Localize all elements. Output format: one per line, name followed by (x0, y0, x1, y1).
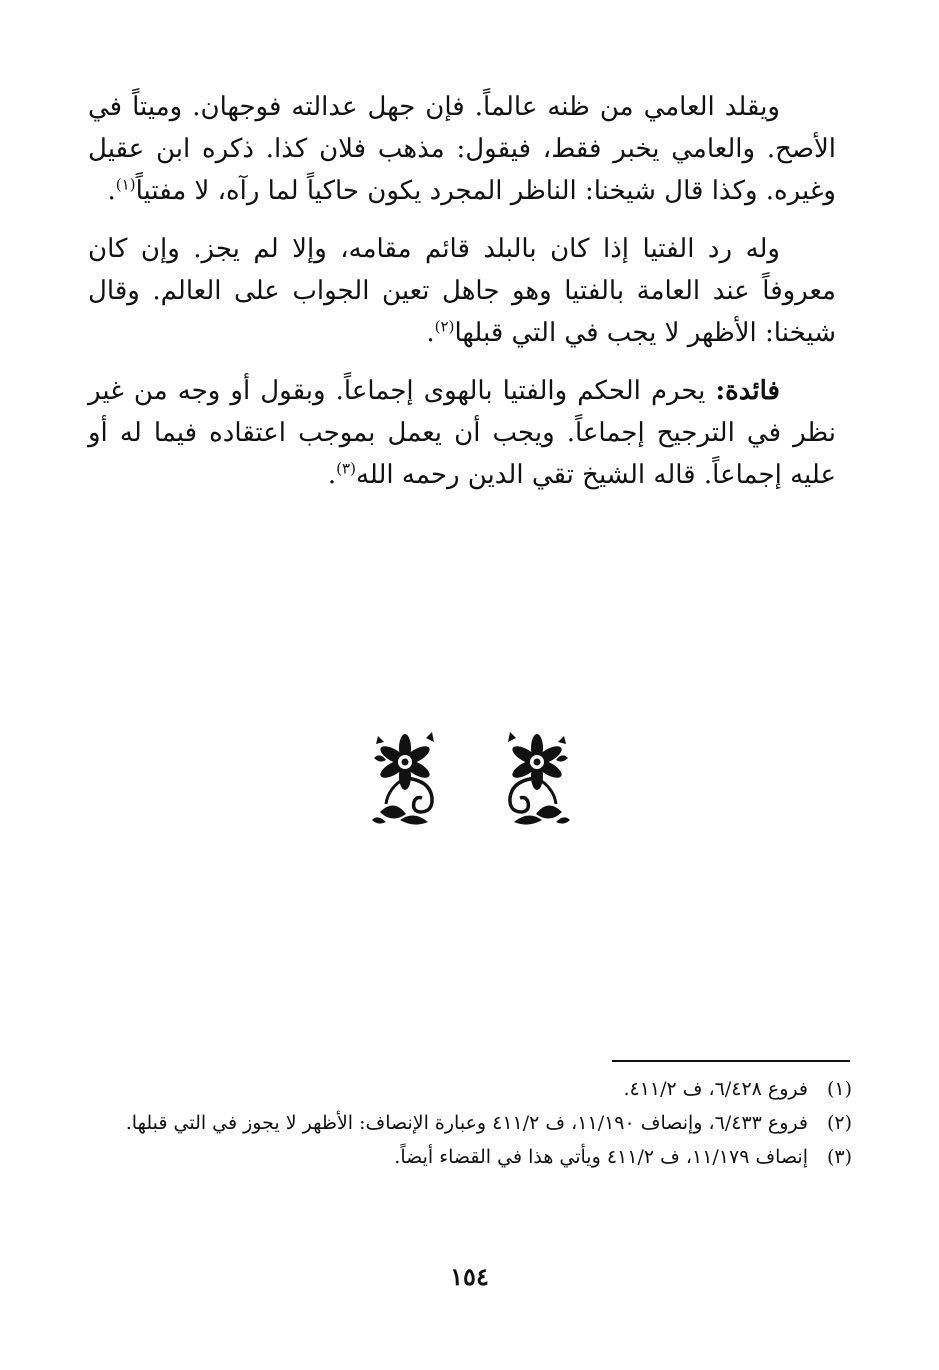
footnotes (108, 1072, 852, 1174)
paragraph-2-text: وله رد الفتيا إذا كان بالبلد قائم مقامه، وإلا لم يجز. وإن كان معروفاً عند العامة بالفتيا وهو جاهل تعين الجواب على العالم. وقال شيخنا: الأظهر لا يجب في التي قبلها (88, 234, 836, 348)
footnote-2-number: (٢) (826, 1112, 852, 1134)
floral-ornament-icon (366, 728, 576, 828)
footnote-2 (108, 1106, 852, 1140)
footnote-2-text: فروع ٦/٤٣٣، وإنصاف ١١/١٩٠، ف ٤١١/٢ وعبارة الإنصاف: الأظهر لا يجوز في التي قبلها. (125, 1112, 808, 1134)
footnote-1-number: (١) (826, 1078, 852, 1100)
paragraph-3-lead: فائدة: (715, 376, 780, 406)
paragraph-1-text: ويقلد العامي من ظنه عالماً. فإن جهل عدالته فوجهان. وميتاً في الأصح. والعامي يخبر فقط، فيقول: مذهب فلان كذا. ذكره ابن عقيل وغيره. وكذا قال شيخنا: الناظر المجرد يكون حاكياً لما رآه، لا مفتياً (88, 92, 836, 206)
paragraph-2 (88, 228, 836, 354)
paragraph-3 (88, 370, 836, 496)
footnote-1 (108, 1072, 852, 1106)
footnote-marker-1: (١) (115, 175, 136, 194)
footnote-3-number: (٣) (826, 1146, 852, 1168)
paragraph-1-end: . (107, 176, 116, 206)
footnote-3 (108, 1140, 852, 1174)
footnote-1-text: فروع ٦/٤٢٨، ف ٤١١/٢. (623, 1078, 808, 1100)
footnote-marker-2: (٢) (434, 317, 455, 336)
footnote-3-text: إنصاف ١١/١٧٩، ف ٤١١/٢ ويأتي هذا في القضاء أيضاً. (394, 1146, 808, 1168)
paragraph-3-end: . (327, 460, 337, 490)
paragraph-2-end: . (426, 318, 435, 348)
page-number: ١٥٤ (450, 1262, 489, 1291)
main-text (88, 86, 836, 512)
paragraph-3-text: يحرم الحكم والفتيا بالهوى إجماعاً. وبقول أو وجه من غير نظر في الترجيح إجماعاً. ويجب أن يعمل بموجب اعتقاده فيما له أو عليه إجماعاً. قاله الشيخ تقي الدين رحمه الله (88, 376, 836, 490)
paragraph-1 (88, 86, 836, 212)
footnote-marker-3: (٣) (336, 459, 356, 478)
footnote-divider (612, 1060, 850, 1062)
